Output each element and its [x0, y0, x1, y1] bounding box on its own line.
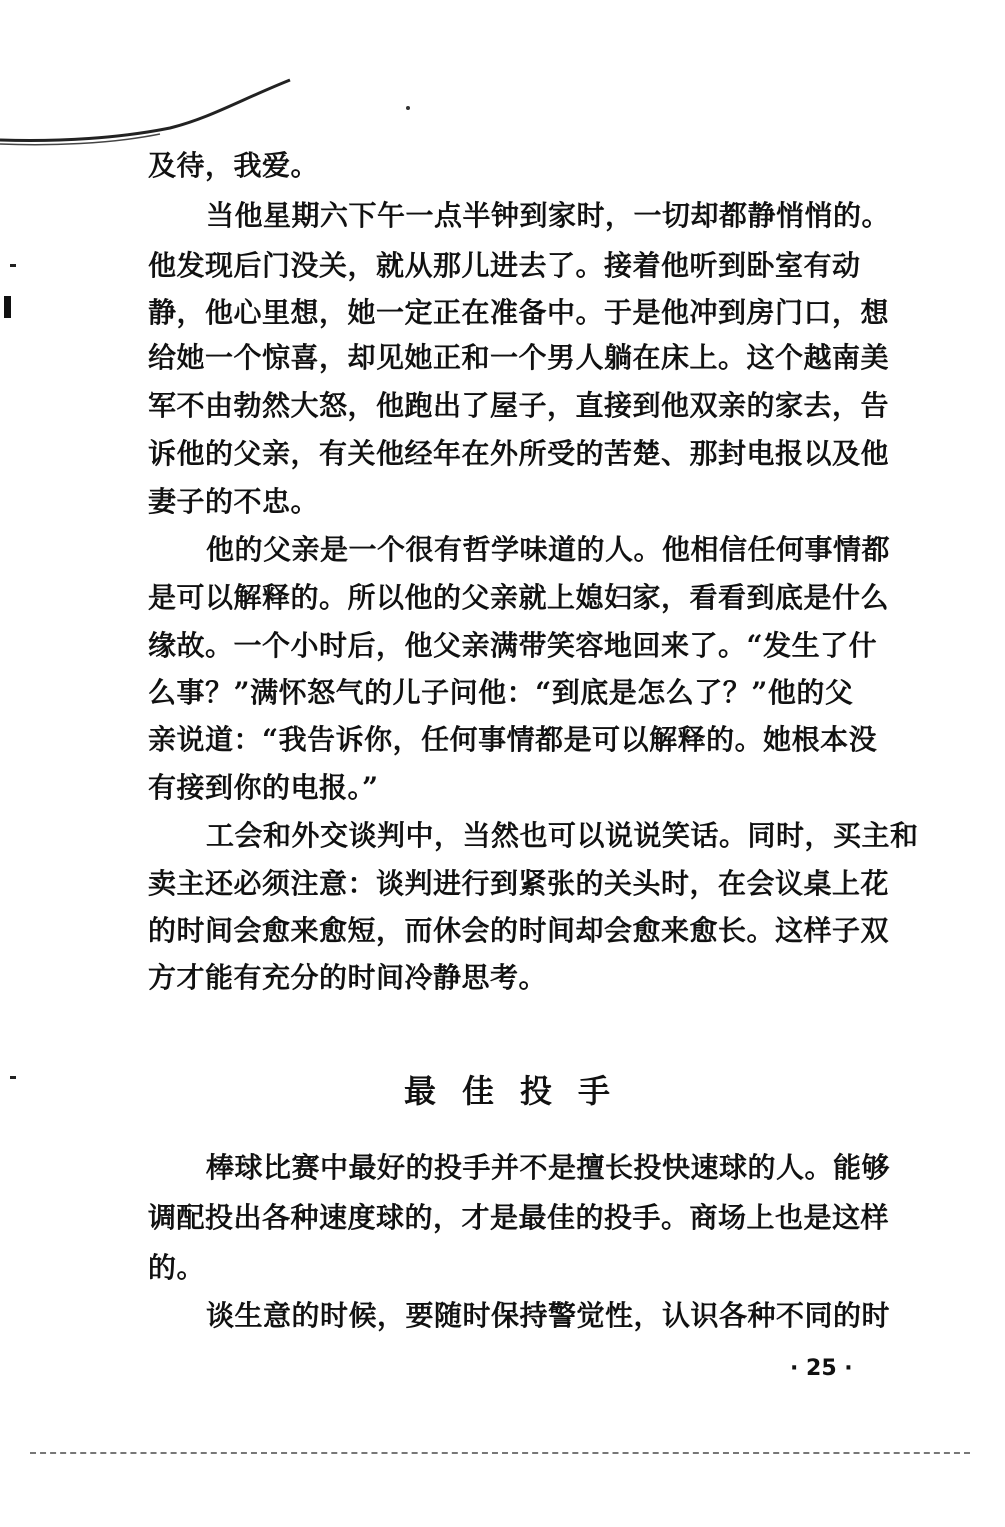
scan-dot — [10, 1076, 16, 1079]
text-line: 及待，我爱。 — [148, 149, 320, 182]
text-line: 工会和外交谈判中，当然也可以说说笑话。同时，买主和 — [206, 819, 919, 852]
text-line: 谈生意的时候，要随时保持警觉性，认识各种不同的时 — [206, 1299, 891, 1332]
text-line: 静，他心里想，她一定正在准备中。于是他冲到房门口，想 — [148, 296, 890, 329]
section-heading: 最佳投手 — [403, 1072, 636, 1110]
text-line: 他发现后门没关，就从那儿进去了。接着他听到卧室有动 — [148, 249, 861, 282]
text-line: 方才能有充分的时间冷静思考。 — [148, 961, 548, 994]
text-line: 有接到你的电报。” — [148, 771, 379, 804]
text-line: 棒球比赛中最好的投手并不是擅长投快速球的人。能够 — [206, 1151, 891, 1184]
text-line: 缘故。一个小时后，他父亲满带笑容地回来了。“发生了什 — [148, 629, 878, 662]
text-line: 的。 — [148, 1251, 206, 1284]
text-line: 军不由勃然大怒，他跑出了屋子，直接到他双亲的家去，告 — [148, 389, 890, 422]
scan-dot — [10, 264, 16, 267]
text-line: 他的父亲是一个很有哲学味道的人。他相信任何事情都 — [206, 533, 891, 566]
scan-dot — [406, 106, 410, 110]
text-line: 调配投出各种速度球的，才是最佳的投手。商场上也是这样 — [148, 1201, 890, 1234]
text-line: 妻子的不忠。 — [148, 485, 320, 518]
text-line: 么事？”满怀怒气的儿子问他：“到底是怎么了？”他的父 — [148, 676, 854, 709]
text-line: 是可以解释的。所以他的父亲就上媳妇家，看看到底是什么 — [148, 581, 890, 614]
text-line: 亲说道：“我告诉你，任何事情都是可以解释的。她根本没 — [148, 723, 878, 756]
text-line: 卖主还必须注意：谈判进行到紧张的关头时，在会议桌上花 — [148, 867, 890, 900]
text-line: 当他星期六下午一点半钟到家时，一切却都静悄悄的。 — [206, 199, 891, 232]
text-line: 给她一个惊喜，却见她正和一个男人躺在床上。这个越南美 — [148, 341, 890, 374]
page-number: · 25 · — [790, 1356, 853, 1381]
scan-mark-left-bar — [4, 296, 11, 318]
text-line: 诉他的父亲，有关他经年在外所受的苦楚、那封电报以及他 — [148, 437, 890, 470]
scan-line-bottom — [30, 1452, 970, 1455]
text-line: 的时间会愈来愈短，而休会的时间却会愈来愈长。这样子双 — [148, 914, 890, 947]
